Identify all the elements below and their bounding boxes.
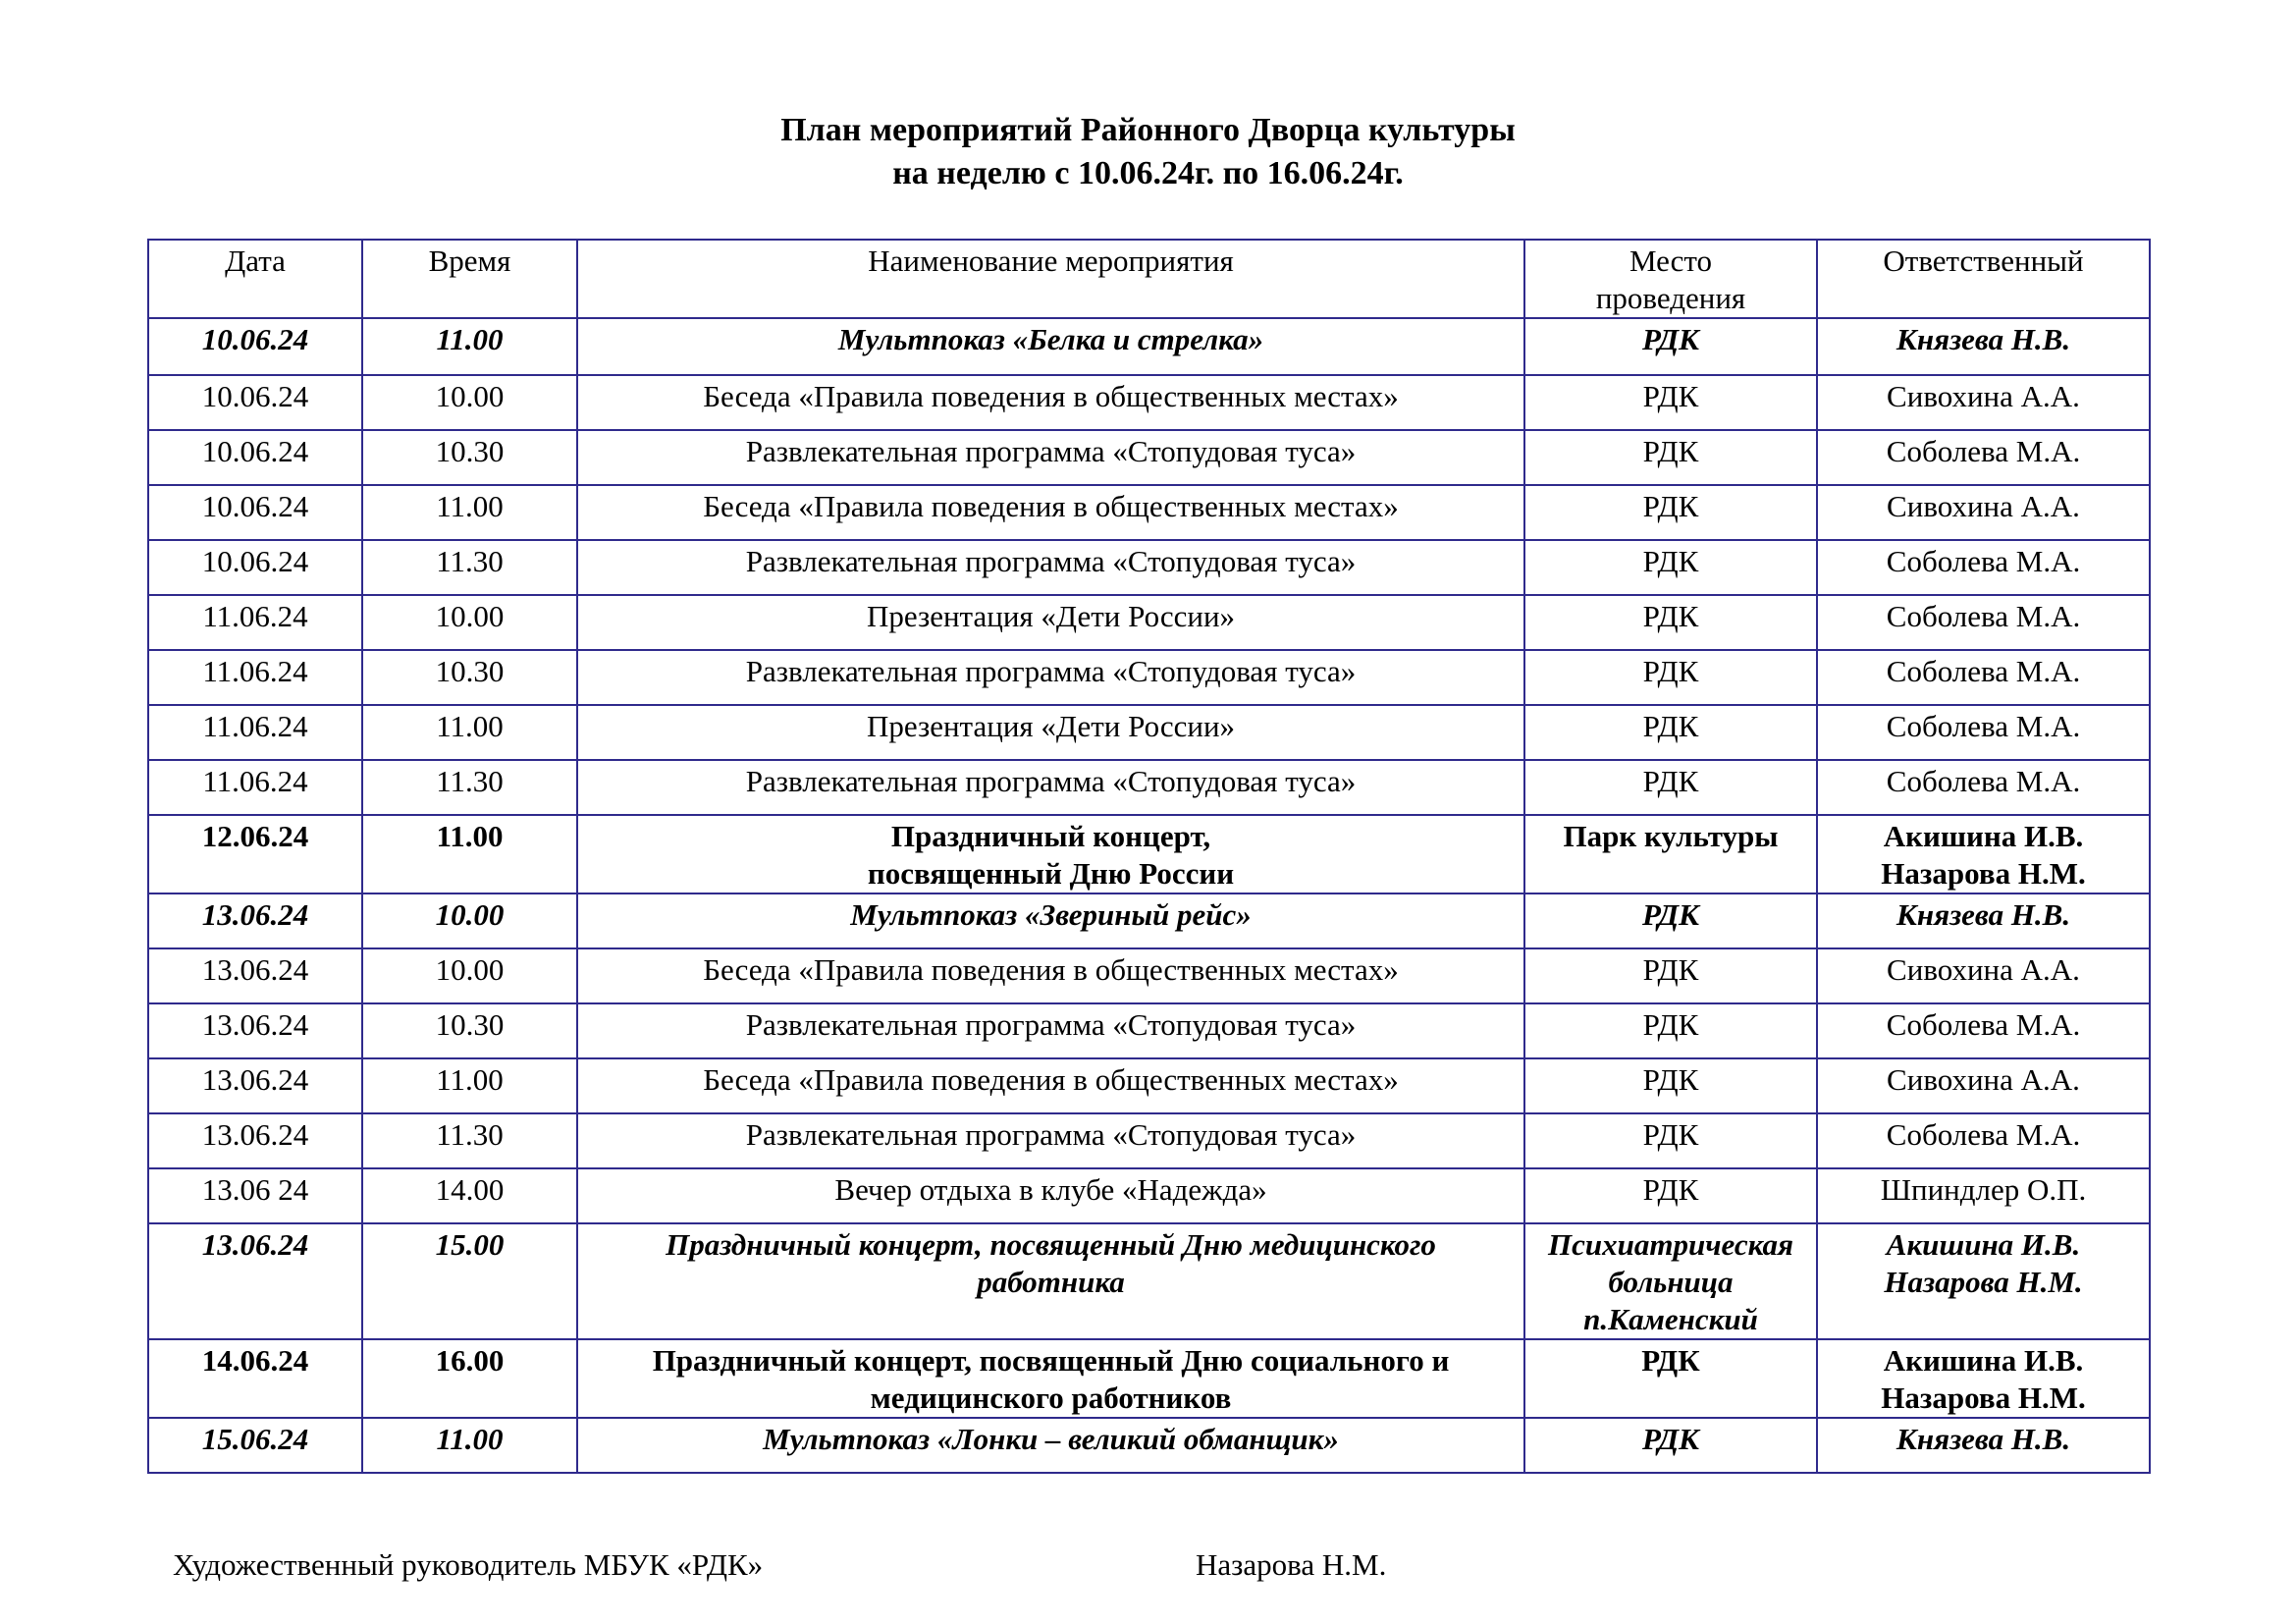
cell-time: 15.00 <box>362 1223 577 1339</box>
table-body <box>148 318 2150 1473</box>
cell-time: 10.30 <box>362 430 577 485</box>
cell-date: 13.06.24 <box>148 1003 362 1058</box>
cell-responsible: Соболева М.А. <box>1817 430 2150 485</box>
events-table <box>147 239 2151 1474</box>
cell-time: 16.00 <box>362 1339 577 1418</box>
cell-date: 13.06.24 <box>148 1113 362 1168</box>
signature-name: Назарова Н.М. <box>1196 1547 1387 1582</box>
table-row <box>148 540 2150 595</box>
table-row <box>148 318 2150 375</box>
table-row <box>148 595 2150 650</box>
cell-event: Развлекательная программа «Стопудовая туса» <box>577 650 1524 705</box>
cell-event: Праздничный концерт, посвященный Дню России <box>577 815 1524 893</box>
cell-date: 10.06.24 <box>148 318 362 375</box>
cell-responsible: Соболева М.А. <box>1817 540 2150 595</box>
cell-responsible: Шпиндлер О.П. <box>1817 1168 2150 1223</box>
table-row <box>148 760 2150 815</box>
cell-time: 14.00 <box>362 1168 577 1223</box>
cell-responsible: Сивохина А.А. <box>1817 375 2150 430</box>
cell-place: РДК <box>1524 430 1817 485</box>
table-row <box>148 375 2150 430</box>
cell-responsible: Князева Н.В. <box>1817 318 2150 375</box>
cell-date: 15.06.24 <box>148 1418 362 1473</box>
cell-time: 10.30 <box>362 650 577 705</box>
table-row <box>148 430 2150 485</box>
header-event: Наименование мероприятия <box>577 240 1524 318</box>
cell-time: 11.00 <box>362 705 577 760</box>
table-row <box>148 1058 2150 1113</box>
cell-responsible: Соболева М.А. <box>1817 1003 2150 1058</box>
table-row <box>148 948 2150 1003</box>
cell-place: РДК <box>1524 540 1817 595</box>
cell-responsible: Соболева М.А. <box>1817 1113 2150 1168</box>
cell-event: Мультпоказ «Лонки – великий обманщик» <box>577 1418 1524 1473</box>
cell-event: Развлекательная программа «Стопудовая туса» <box>577 1003 1524 1058</box>
header-place: Место проведения <box>1524 240 1817 318</box>
cell-event: Мультпоказ «Звериный рейс» <box>577 893 1524 948</box>
table-row <box>148 1339 2150 1418</box>
cell-event: Развлекательная программа «Стопудовая туса» <box>577 430 1524 485</box>
cell-responsible: Соболева М.А. <box>1817 650 2150 705</box>
cell-responsible: Акишина И.В. Назарова Н.М. <box>1817 815 2150 893</box>
cell-responsible: Акишина И.В. Назарова Н.М. <box>1817 1339 2150 1418</box>
table-row <box>148 485 2150 540</box>
cell-responsible: Соболева М.А. <box>1817 595 2150 650</box>
header-responsible: Ответственный <box>1817 240 2150 318</box>
document-title: План мероприятий Районного Дворца культуры <box>780 112 1516 148</box>
cell-date: 12.06.24 <box>148 815 362 893</box>
cell-time: 11.00 <box>362 318 577 375</box>
cell-time: 11.30 <box>362 760 577 815</box>
cell-responsible: Акишина И.В. Назарова Н.М. <box>1817 1223 2150 1339</box>
cell-date: 14.06.24 <box>148 1339 362 1418</box>
table-row <box>148 1418 2150 1473</box>
cell-date: 13.06 24 <box>148 1168 362 1223</box>
table-row <box>148 1003 2150 1058</box>
cell-event: Беседа «Правила поведения в общественных местах» <box>577 948 1524 1003</box>
cell-event: Вечер отдыха в клубе «Надежда» <box>577 1168 1524 1223</box>
cell-event: Развлекательная программа «Стопудовая туса» <box>577 760 1524 815</box>
cell-event: Мультпоказ «Белка и стрелка» <box>577 318 1524 375</box>
cell-responsible: Князева Н.В. <box>1817 893 2150 948</box>
table-row <box>148 1113 2150 1168</box>
cell-date: 11.06.24 <box>148 595 362 650</box>
cell-date: 10.06.24 <box>148 375 362 430</box>
cell-responsible: Соболева М.А. <box>1817 760 2150 815</box>
cell-event: Развлекательная программа «Стопудовая туса» <box>577 540 1524 595</box>
cell-event: Беседа «Правила поведения в общественных местах» <box>577 485 1524 540</box>
signature-position: Художественный руководитель МБУК «РДК» <box>173 1547 764 1582</box>
cell-place: Психиатрическая больница п.Каменский <box>1524 1223 1817 1339</box>
cell-responsible: Сивохина А.А. <box>1817 948 2150 1003</box>
cell-place: РДК <box>1524 1058 1817 1113</box>
cell-place: Парк культуры <box>1524 815 1817 893</box>
cell-date: 11.06.24 <box>148 650 362 705</box>
table-row <box>148 815 2150 893</box>
table-row <box>148 705 2150 760</box>
cell-event: Презентация «Дети России» <box>577 595 1524 650</box>
cell-date: 13.06.24 <box>148 948 362 1003</box>
cell-date: 13.06.24 <box>148 1058 362 1113</box>
cell-date: 11.06.24 <box>148 705 362 760</box>
cell-event: Праздничный концерт, посвященный Дню медицинского работника <box>577 1223 1524 1339</box>
cell-responsible: Князева Н.В. <box>1817 1418 2150 1473</box>
cell-time: 11.00 <box>362 1418 577 1473</box>
cell-date: 10.06.24 <box>148 485 362 540</box>
cell-event: Беседа «Правила поведения в общественных местах» <box>577 375 1524 430</box>
cell-place: РДК <box>1524 1339 1817 1418</box>
cell-date: 11.06.24 <box>148 760 362 815</box>
cell-place: РДК <box>1524 485 1817 540</box>
cell-time: 10.30 <box>362 1003 577 1058</box>
cell-place: РДК <box>1524 705 1817 760</box>
header-date: Дата <box>148 240 362 318</box>
table-row <box>148 1223 2150 1339</box>
cell-time: 10.00 <box>362 375 577 430</box>
cell-place: РДК <box>1524 948 1817 1003</box>
cell-place: РДК <box>1524 760 1817 815</box>
cell-responsible: Соболева М.А. <box>1817 705 2150 760</box>
cell-place: РДК <box>1524 1113 1817 1168</box>
cell-time: 10.00 <box>362 948 577 1003</box>
cell-event: Беседа «Правила поведения в общественных местах» <box>577 1058 1524 1113</box>
cell-place: РДК <box>1524 1418 1817 1473</box>
cell-place: РДК <box>1524 595 1817 650</box>
cell-event: Развлекательная программа «Стопудовая туса» <box>577 1113 1524 1168</box>
document-subtitle: на неделю с 10.06.24г. по 16.06.24г. <box>892 155 1404 191</box>
cell-time: 11.30 <box>362 540 577 595</box>
cell-time: 11.00 <box>362 815 577 893</box>
table-row <box>148 893 2150 948</box>
cell-event: Праздничный концерт, посвященный Дню социального и медицинского работников <box>577 1339 1524 1418</box>
cell-time: 11.00 <box>362 485 577 540</box>
cell-time: 11.00 <box>362 1058 577 1113</box>
table-header-row <box>148 240 2150 318</box>
cell-responsible: Сивохина А.А. <box>1817 485 2150 540</box>
cell-place: РДК <box>1524 375 1817 430</box>
table-row <box>148 1168 2150 1223</box>
cell-date: 13.06.24 <box>148 893 362 948</box>
cell-place: РДК <box>1524 650 1817 705</box>
cell-event: Презентация «Дети России» <box>577 705 1524 760</box>
cell-date: 10.06.24 <box>148 540 362 595</box>
cell-date: 10.06.24 <box>148 430 362 485</box>
cell-place: РДК <box>1524 1168 1817 1223</box>
table-row <box>148 650 2150 705</box>
header-time: Время <box>362 240 577 318</box>
cell-responsible: Сивохина А.А. <box>1817 1058 2150 1113</box>
cell-date: 13.06.24 <box>148 1223 362 1339</box>
cell-time: 11.30 <box>362 1113 577 1168</box>
cell-time: 10.00 <box>362 595 577 650</box>
cell-place: РДК <box>1524 1003 1817 1058</box>
cell-place: РДК <box>1524 893 1817 948</box>
cell-time: 10.00 <box>362 893 577 948</box>
cell-place: РДК <box>1524 318 1817 375</box>
